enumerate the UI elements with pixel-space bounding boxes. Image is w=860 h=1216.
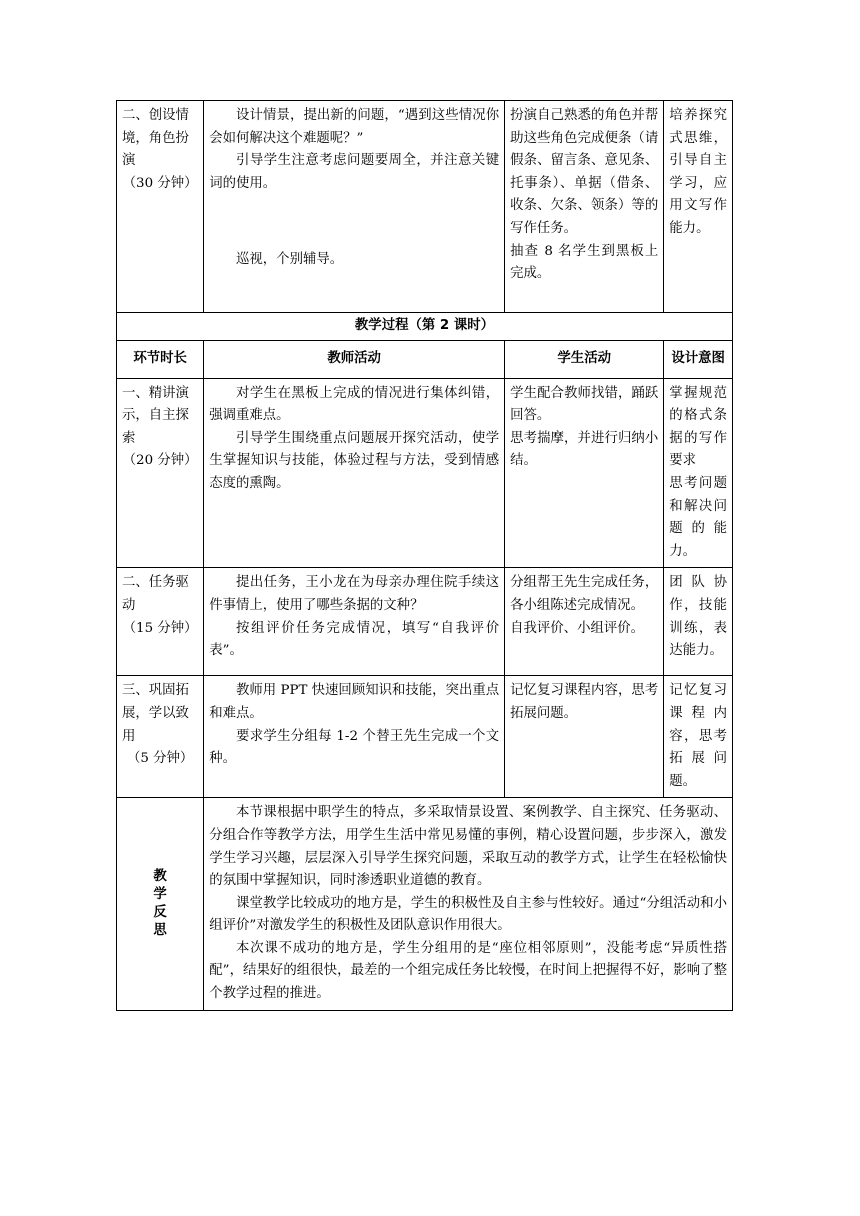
design-intent-cell bbox=[664, 568, 733, 676]
student-activity-text: 分组帮王先生完成任务，各小组陈述完成情况。 bbox=[510, 575, 659, 613]
stage-cell bbox=[117, 378, 204, 568]
reflection-row bbox=[117, 798, 733, 1010]
teacher-activity-cell bbox=[204, 568, 505, 676]
student-activity-cell bbox=[505, 676, 664, 798]
student-activity-text: 记忆复习课程内容，思考拓展问题。 bbox=[510, 683, 659, 721]
table-row bbox=[117, 568, 733, 676]
header-row bbox=[117, 340, 733, 378]
teacher-activity-text: 巡视，个别辅导。 bbox=[236, 252, 344, 268]
reflection-paragraph: 课堂教学比较成功的地方是，学生的积极性及自主参与性较好。通过“分组活动和小组评价”对激发学生的积极性及团队意识作用很大。 bbox=[209, 895, 727, 934]
student-activity-text: 扮演自己熟悉的角色并帮助这些角色完成便条（请假条、留言条、意见条、托事条）、单据（借条、收条、欠条、领条）等的写作任务。 bbox=[510, 108, 659, 236]
table-row bbox=[117, 101, 733, 313]
student-activity-cell bbox=[505, 378, 664, 568]
stage-time: （15 分钟） bbox=[122, 620, 198, 636]
teacher-activity-text: 引导学生注意考虑问题要周全，并注意关键词的使用。 bbox=[209, 153, 500, 191]
section-title-row bbox=[117, 313, 733, 341]
lesson-plan-table bbox=[116, 100, 733, 1011]
reflection-label: 教学反思 bbox=[153, 868, 167, 938]
header-intent: 设计意图 bbox=[664, 340, 733, 378]
design-intent-cell bbox=[664, 676, 733, 798]
student-activity-text: 抽查 8 名学生到黑板上完成。 bbox=[510, 243, 659, 282]
design-intent-text: 思考问题和解决问题的能力。 bbox=[669, 475, 727, 559]
student-activity-cell bbox=[505, 101, 664, 313]
stage-label: 三、巩固拓展，学以致用 bbox=[122, 683, 189, 744]
header-student: 学生活动 bbox=[505, 340, 664, 378]
teacher-activity-text: 引导学生围绕重点问题展开探究活动，使学生掌握知识与技能，体验过程与方法，受到情感态度的熏陶。 bbox=[209, 430, 500, 491]
stage-time: （30 分钟） bbox=[122, 175, 198, 191]
stage-label: 二、任务驱动 bbox=[122, 575, 189, 613]
student-activity-text: 学生配合教师找错，踊跃回答。 bbox=[510, 385, 659, 424]
design-intent-text: 记忆复习课程内容，思考拓展问题。 bbox=[669, 683, 727, 789]
table-row bbox=[117, 676, 733, 798]
student-activity-text: 自我评价、小组评价。 bbox=[510, 620, 645, 636]
teacher-activity-cell bbox=[204, 378, 505, 568]
stage-label: 二、创设情境，角色扮演 bbox=[122, 108, 189, 169]
design-intent-cell bbox=[664, 101, 733, 313]
header-teacher: 教师活动 bbox=[204, 340, 505, 378]
teacher-activity-cell bbox=[204, 101, 505, 313]
reflection-paragraph: 本节课根据中职学生的特点，多采取情景设置、案例教学、自主探究、任务驱动、分组合作等教学方法，用学生生活中常见易懂的事例，精心设置问题，步步深入，激发学生学习兴趣，层层深入引导学生探究问题，采取互动的教学方式，让学生在轻松愉快的氛围中掌握知识，同时渗透职业道德的教育。 bbox=[209, 805, 727, 889]
table-row bbox=[117, 378, 733, 568]
teacher-activity-text: 要求学生分组每 1-2 个替王先生完成一个文种。 bbox=[209, 728, 500, 767]
design-intent-cell bbox=[664, 378, 733, 568]
teacher-activity-text: 教师用 PPT 快速回顾知识和技能，突出重点和难点。 bbox=[209, 683, 500, 721]
design-intent-text: 团队协作，技能训练，表达能力。 bbox=[669, 575, 727, 659]
teacher-activity-text: 提出任务，王小龙在为母亲办理住院手续这件事情上，使用了哪些条据的文种？ bbox=[209, 575, 500, 613]
teacher-activity-cell bbox=[204, 676, 505, 798]
stage-cell bbox=[117, 568, 204, 676]
section-title: 教学过程（第 2 课时） bbox=[117, 313, 733, 341]
stage-time: （5 分钟） bbox=[126, 751, 194, 767]
stage-cell bbox=[117, 676, 204, 798]
design-intent-text: 培养探究式思维，引导自主学习，应用文写作能力。 bbox=[669, 108, 727, 236]
stage-time: （20 分钟） bbox=[122, 453, 198, 469]
teacher-activity-text: 按组评价任务完成情况，填写“自我评价表”。 bbox=[209, 620, 500, 659]
reflection-label-cell bbox=[117, 798, 204, 1010]
student-activity-cell bbox=[505, 568, 664, 676]
reflection-cell bbox=[204, 798, 733, 1010]
stage-cell bbox=[117, 101, 204, 313]
student-activity-text: 思考揣摩，并进行归纳小结。 bbox=[510, 430, 659, 469]
reflection-paragraph: 本次课不成功的地方是，学生分组用的是“座位相邻原则”，没能考虑“异质性搭配”，结果好的组很快，最差的一个组完成任务比较慢，在时间上把握得不好，影响了整个教学过程的推进。 bbox=[209, 940, 727, 1002]
teacher-activity-text: 对学生在黑板上完成的情况进行集体纠错，强调重难点。 bbox=[209, 385, 500, 424]
stage-label: 一、精讲演示，自主探索 bbox=[122, 385, 189, 446]
header-stage: 环节时长 bbox=[117, 340, 204, 378]
teacher-activity-text: 设计情景，提出新的问题，“遇到这些情况你会如何解决这个难题呢？” bbox=[209, 108, 500, 146]
design-intent-text: 掌握规范的格式条据的写作要求 bbox=[669, 385, 727, 469]
